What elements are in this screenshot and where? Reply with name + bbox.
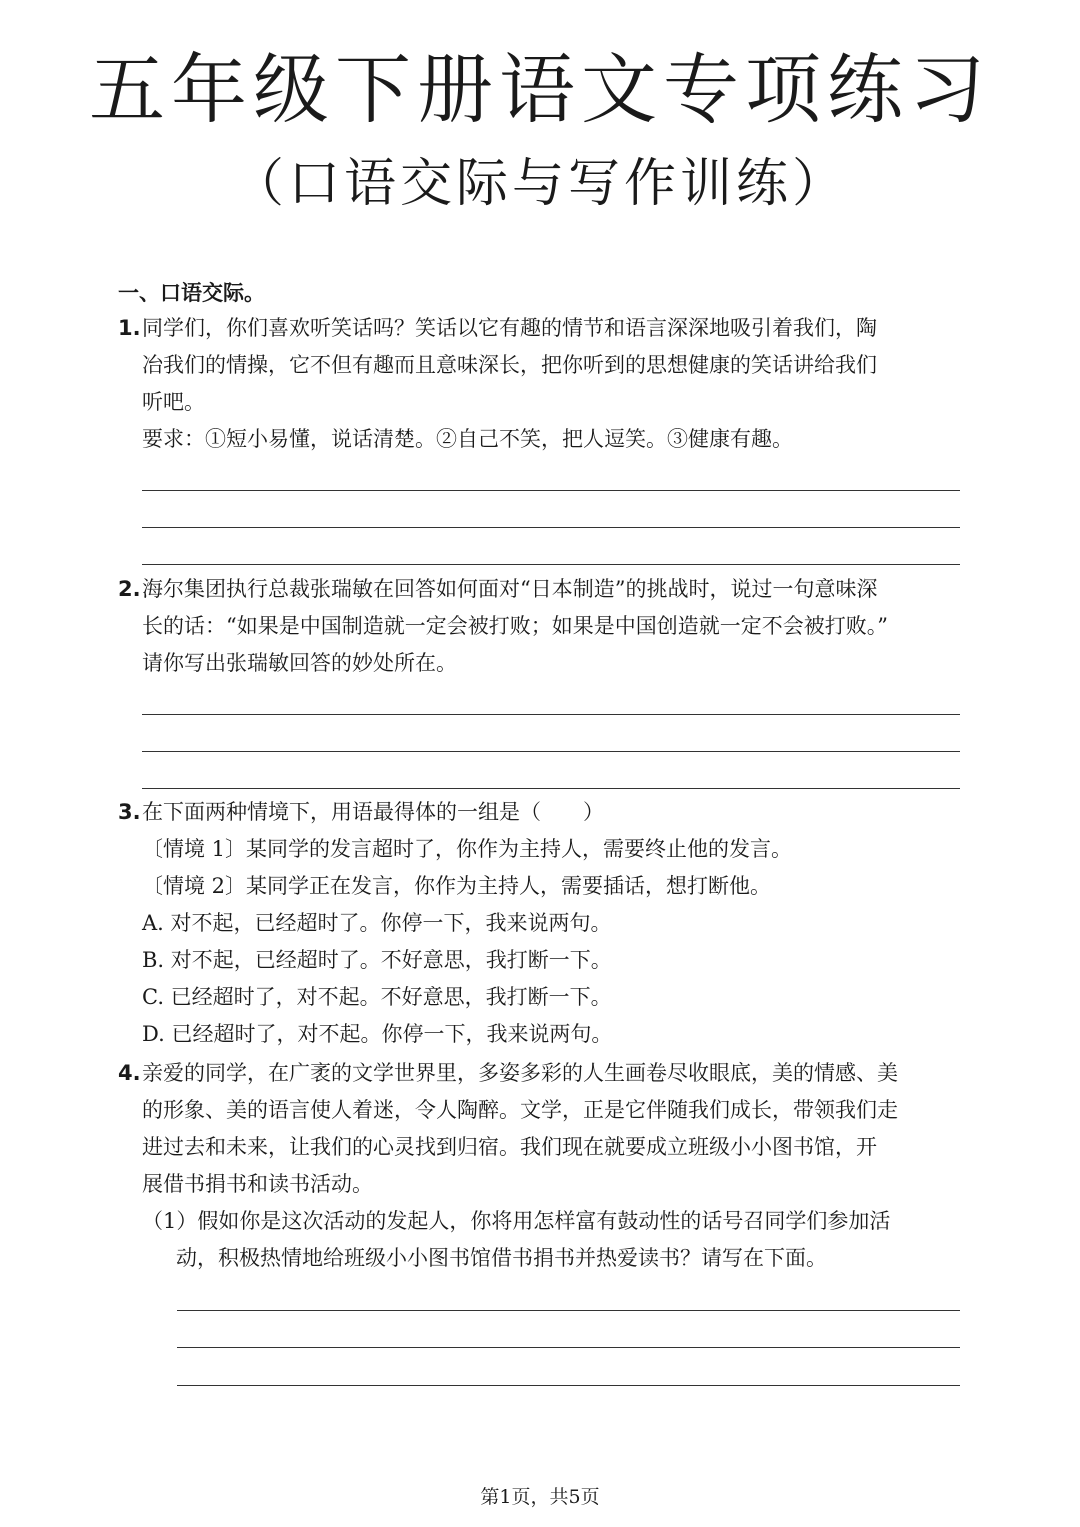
question-number: 4. xyxy=(118,1061,141,1085)
section-heading-oral: 一、口语交际。 xyxy=(118,281,265,305)
sub-question-1-line: 动，积极热情地给班级小小图书馆借书捐书并热爱读书？请写在下面。 xyxy=(176,1246,827,1270)
page-subtitle: （口语交际与写作训练） xyxy=(231,154,848,214)
question-text-line: 冶我们的情操，它不但有趣而且意味深长，把你听到的思想健康的笑话讲给我们 xyxy=(142,353,877,377)
question-2 xyxy=(118,571,964,682)
question-text-line: 展借书捐书和读书活动。 xyxy=(142,1172,373,1196)
option-a[interactable]: A. 对不起，已经超时了。你停一下，我来说两句。 xyxy=(142,911,612,935)
question-text-line: 听吧。 xyxy=(142,390,205,414)
question-text-line: 请你写出张瑞敏回答的妙处所在。 xyxy=(142,651,457,675)
answer-line[interactable] xyxy=(142,490,960,491)
option-d[interactable]: D. 已经超时了，对不起。你停一下，我来说两句。 xyxy=(142,1022,613,1046)
option-b[interactable]: B. 对不起，已经超时了。不好意思，我打断一下。 xyxy=(142,948,612,972)
question-text-line: 同学们，你们喜欢听笑话吗？笑话以它有趣的情节和语言深深地吸引着我们，陶 xyxy=(142,316,877,340)
scenario-1: 〔情境 1〕某同学的发言超时了，你作为主持人，需要终止他的发言。 xyxy=(142,837,793,861)
answer-line[interactable] xyxy=(142,527,960,528)
answer-line[interactable] xyxy=(142,564,960,565)
answer-line[interactable] xyxy=(177,1310,960,1311)
question-text-line: 进过去和未来，让我们的心灵找到归宿。我们现在就要成立班级小小图书馆，开 xyxy=(142,1135,877,1159)
question-text-line: 亲爱的同学，在广袤的文学世界里，多姿多彩的人生画卷尽收眼底，美的情感、美 xyxy=(142,1061,898,1085)
option-c[interactable]: C. 已经超时了，对不起。不好意思，我打断一下。 xyxy=(142,985,612,1009)
question-text-line: 长的话：“如果是中国制造就一定会被打败；如果是中国创造就一定不会被打败。” xyxy=(142,614,888,638)
page-number: 第1页，共5页 xyxy=(480,1486,600,1508)
scenario-2: 〔情境 2〕某同学正在发言，你作为主持人，需要插话，想打断他。 xyxy=(142,874,772,898)
answer-line[interactable] xyxy=(177,1385,960,1386)
answer-line[interactable] xyxy=(177,1347,960,1348)
question-number: 1. xyxy=(118,316,141,340)
question-requirements: 要求：①短小易懂，说话清楚。②自己不笑，把人逗笑。③健康有趣。 xyxy=(142,427,793,451)
question-text-line: 海尔集团执行总裁张瑞敏在回答如何面对“日本制造”的挑战时，说过一句意味深 xyxy=(142,577,878,601)
question-1 xyxy=(118,310,964,458)
answer-line[interactable] xyxy=(142,788,960,789)
sub-question-1-line: （1）假如你是这次活动的发起人，你将用怎样富有鼓动性的话号召同学们参加活 xyxy=(142,1209,891,1233)
question-text-line: 的形象、美的语言使人着迷，令人陶醉。文学，正是它伴随我们成长，带领我们走 xyxy=(142,1098,898,1122)
question-stem: 在下面两种情境下，用语最得体的一组是（ ） xyxy=(142,800,604,824)
question-number: 2. xyxy=(118,577,141,601)
answer-line[interactable] xyxy=(142,714,960,715)
question-number: 3. xyxy=(118,800,141,824)
question-4 xyxy=(118,1055,964,1277)
page-title: 五年级下册语文专项练习 xyxy=(89,45,991,134)
question-3 xyxy=(118,794,964,1053)
answer-line[interactable] xyxy=(142,751,960,752)
